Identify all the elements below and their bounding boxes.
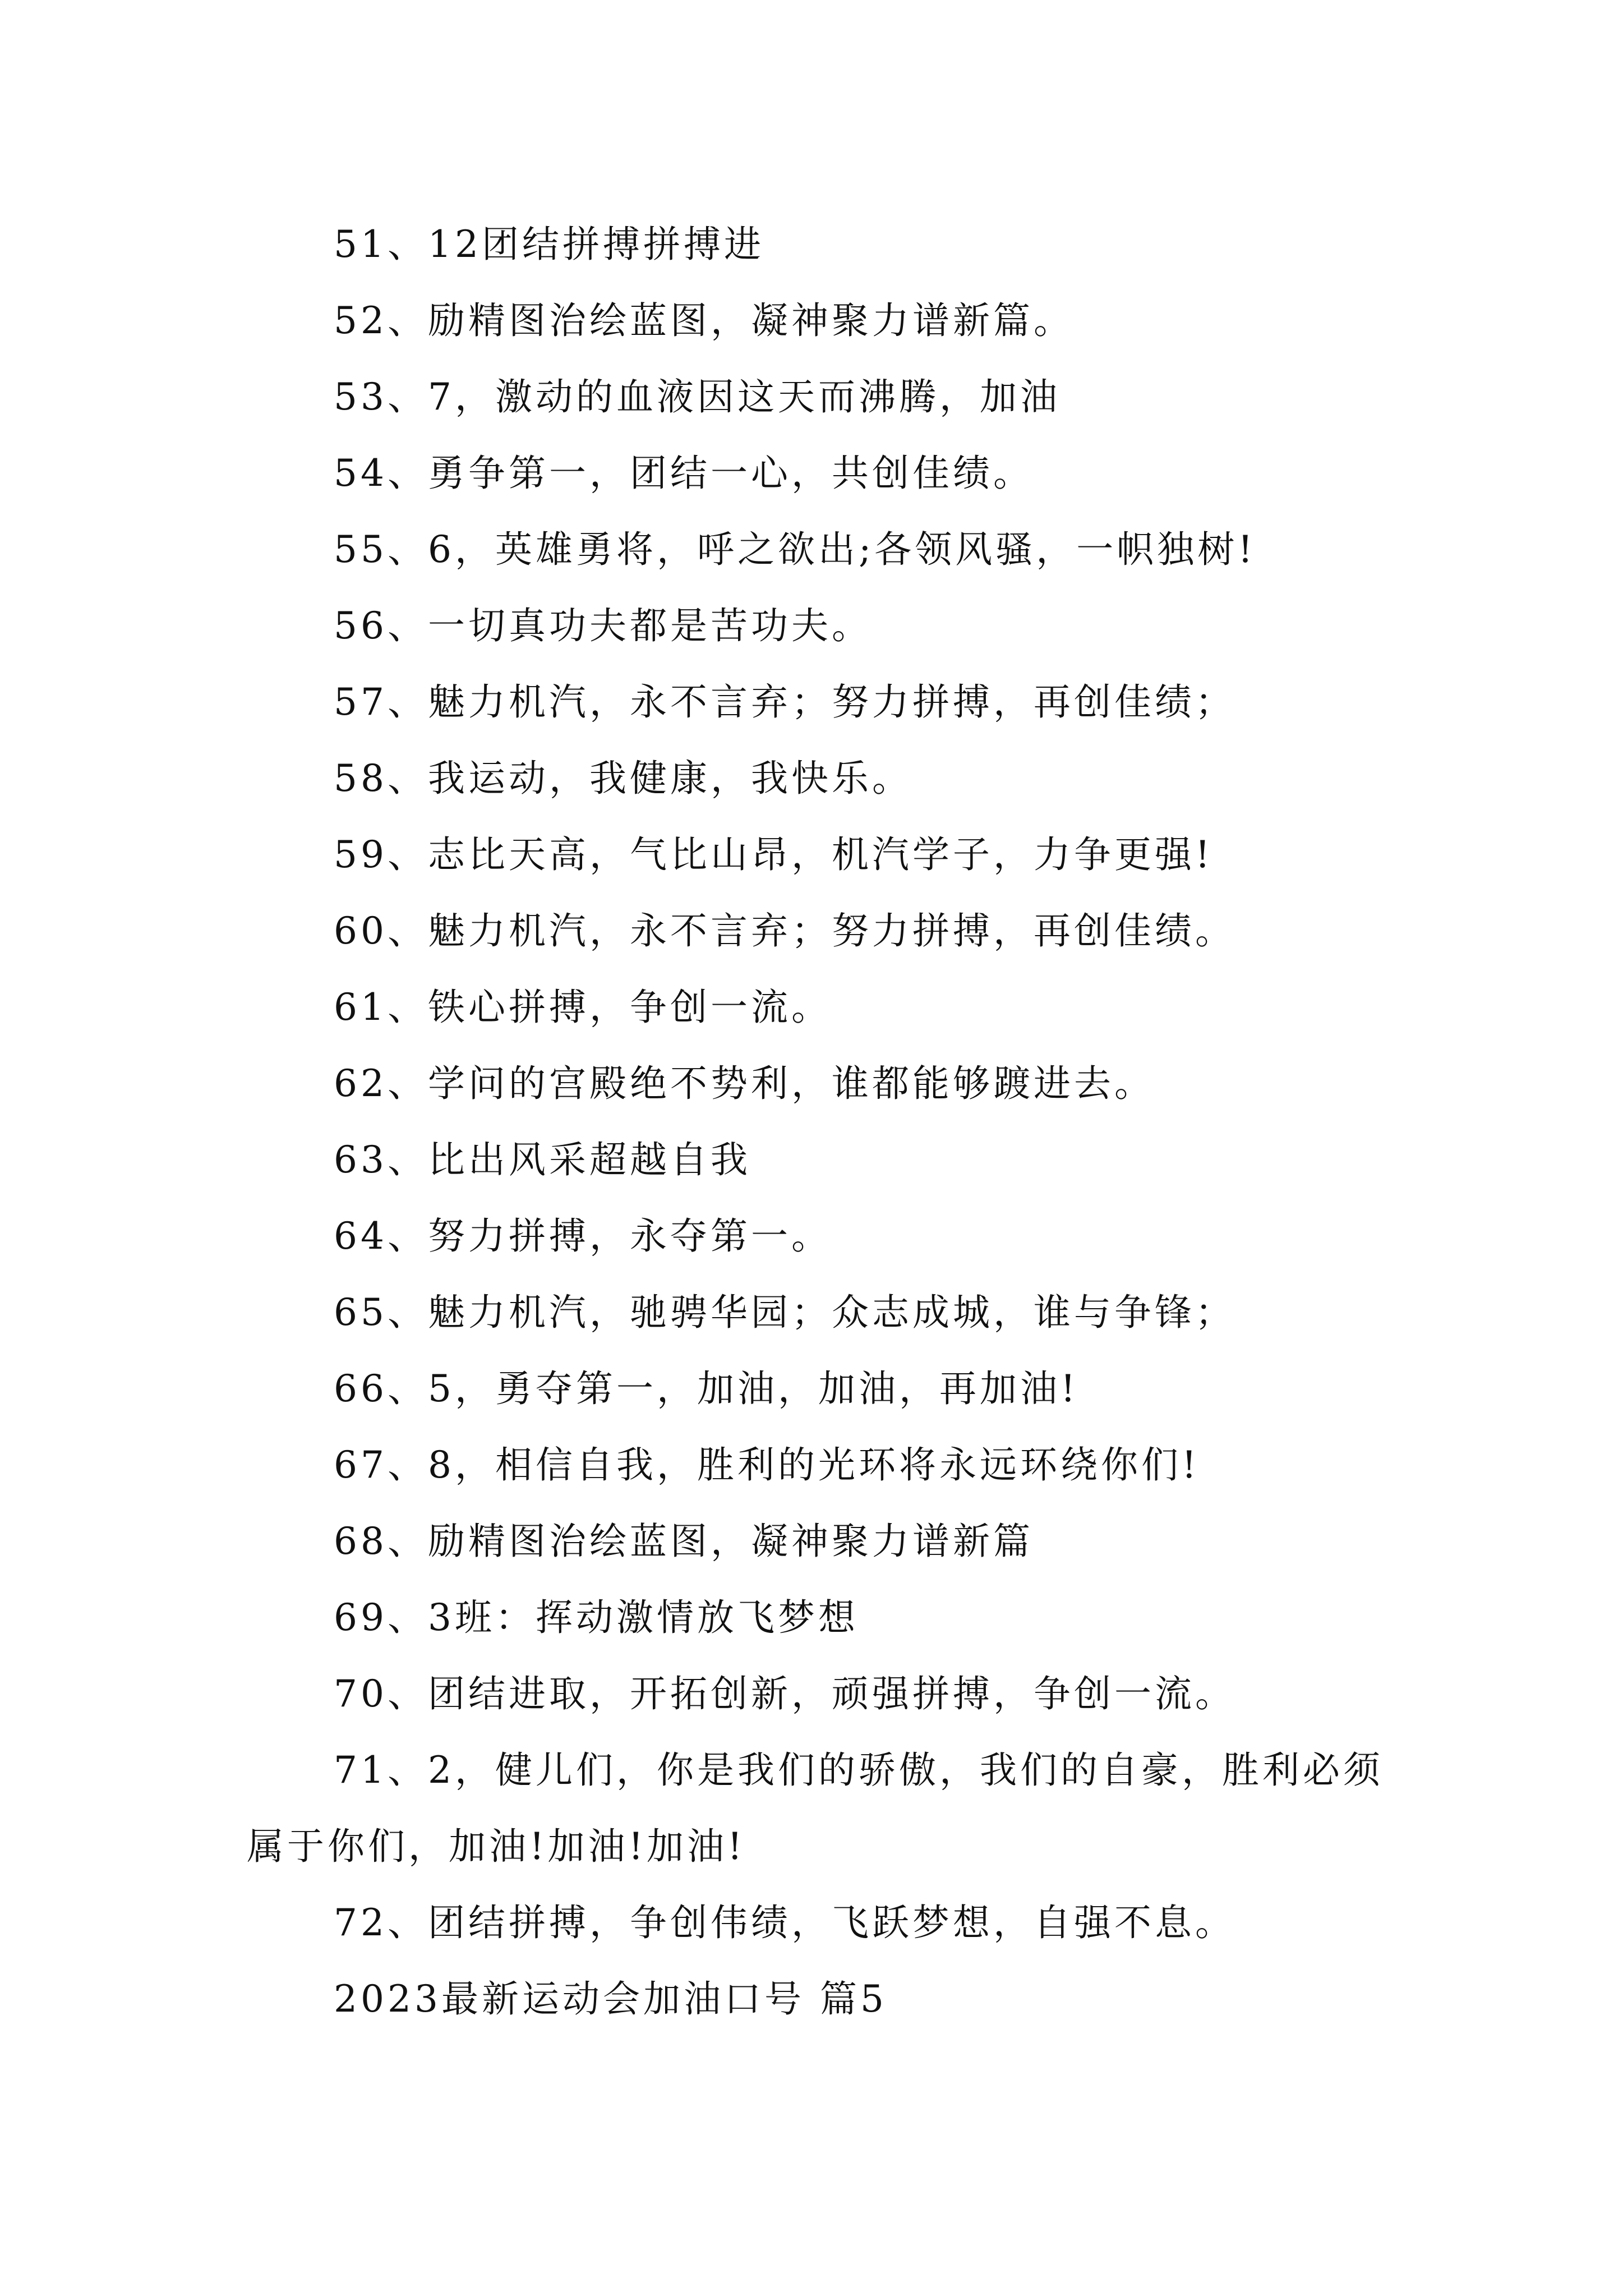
list-item: 63、比出风采超越自我 <box>334 1138 751 1181</box>
list-item: 61、铁心拼搏，争创一流。 <box>334 986 832 1029</box>
list-item: 51、12团结拼搏拼搏进 <box>334 223 764 266</box>
list-item: 68、励精图治绘蓝图，凝神聚力谱新篇 <box>334 1520 1034 1563</box>
list-item: 58、我运动，我健康，我快乐。 <box>334 757 912 800</box>
list-item: 65、魅力机汽，驰骋华园；众志成城，谁与争锋； <box>334 1291 1235 1334</box>
list-item: 54、勇争第一，团结一心，共创佳绩。 <box>334 452 1034 495</box>
list-item: 67、8，相信自我，胜利的光环将永远环绕你们! <box>334 1443 1200 1487</box>
list-item: 60、魅力机汽，永不言弃；努力拼搏，再创佳绩。 <box>334 909 1235 953</box>
list-item: 59、志比天高，气比山昂，机汽学子，力争更强! <box>334 833 1214 876</box>
list-item: 55、6，英雄勇将，呼之欲出;各领风骚，一帜独树! <box>334 528 1256 571</box>
list-item: 64、努力拼搏，永夺第一。 <box>334 1214 832 1258</box>
list-item: 71、2，健儿们，你是我们的骄傲，我们的自豪，胜利必须属于你们，加油!加油!加油! <box>247 1749 1384 1868</box>
list-item: 57、魅力机汽，永不言弃；努力拼搏，再创佳绩； <box>334 680 1235 724</box>
list-item: 52、励精图治绘蓝图，凝神聚力谱新篇。 <box>334 299 1074 342</box>
list-item: 56、一切真功夫都是苦功夫。 <box>334 604 872 647</box>
list-item: 53、7，激动的血液因这天而沸腾，加油 <box>334 375 1061 418</box>
list-item: 69、3班：挥动激情放飞梦想 <box>334 1596 859 1639</box>
list-item: 66、5，勇夺第一，加油，加油，再加油! <box>334 1367 1079 1410</box>
document-body <box>247 206 1385 2037</box>
list-item: 70、团结进取，开拓创新，顽强拼搏，争创一流。 <box>334 1672 1235 1715</box>
list-item: 72、团结拼搏，争创伟绩，飞跃梦想，自强不息。 <box>334 1901 1235 1944</box>
section-heading: 2023最新运动会加油口号 篇5 <box>334 1977 887 2021</box>
list-item: 62、学问的宫殿绝不势利，谁都能够踱进去。 <box>334 1062 1155 1105</box>
